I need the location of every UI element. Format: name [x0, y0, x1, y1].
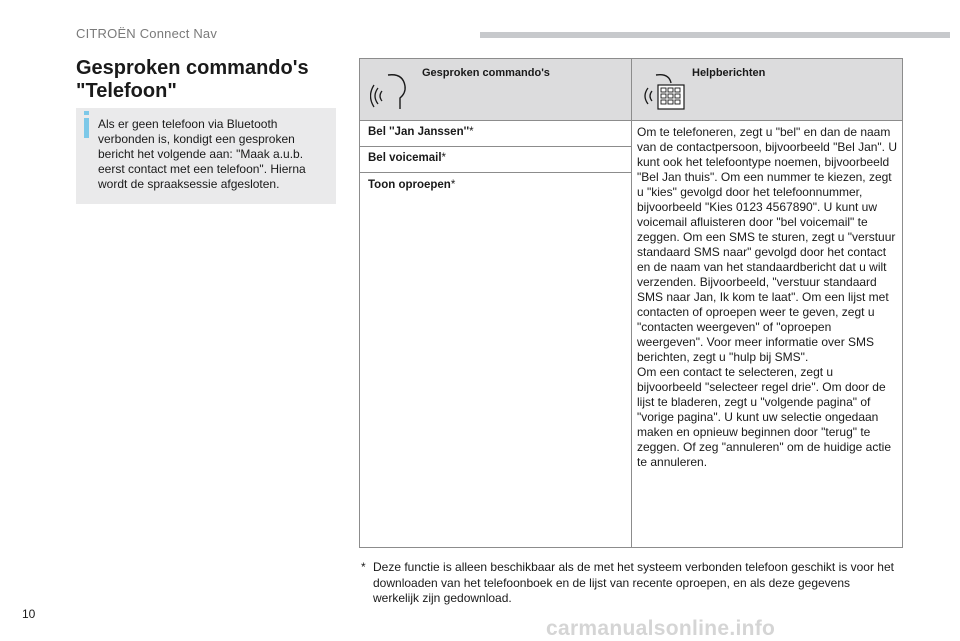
page-number: 10: [22, 607, 36, 621]
page-title: Gesproken commando's "Telefoon": [76, 57, 309, 102]
header-bar: [480, 32, 950, 38]
help-paragraph: Om een contact te selecteren, zegt u bijvoorbeeld "selecteer regel drie". Om door de lijst te bladeren, zegt u "volgende pagina" of "vorige pagina". U kunt uw selectie ongedaan maken en opnieuw beginnen door "terug" te zeggen. Of zeg "annuleren" om de huidige actie te annuleren.: [637, 365, 892, 469]
table-header-commands-label: Gesproken commando's: [422, 67, 550, 79]
header-brand: CITROËN Connect Nav: [76, 26, 218, 41]
command-star: *: [469, 126, 474, 138]
command-label: Toon oproepen: [368, 179, 451, 191]
command-star: *: [441, 152, 446, 164]
note-text: Als er geen telefoon via Bluetooth verbonden is, kondigt een gesproken bericht het volgende aan: "Maak a.u.b. eerst contact met een telefoon". Hierna wordt de spraaksessie afgesloten.: [98, 117, 306, 191]
watermark: carmanualsonline.info: [546, 617, 776, 640]
command-star: *: [450, 179, 456, 191]
footnote-star: *: [361, 560, 366, 574]
help-paragraph: Om te telefoneren, zegt u "bel" en dan de naam van de contactpersoon, bijvoorbeeld "Bel Jan". U kunt ook het telefoontype noemen, bijvoorbeeld "Bel Jan thuis". Om een nummer te kiezen, zegt u "kies" gevolgd door het telefoonnummer, bijvoorbeeld "Kies 0123 4567890". U kunt uw voicemail afluisteren door "bel voicemail" te zeggen. Om een SMS te sturen, zegt u "verstuur standaard SMS naar" gevolgd door het contact en de naam van het standaardbericht dat u wilt verzenden. Bijvoorbeeld, "verstuur standaard SMS naar Jan, Ik kom te laat". Om een lijst met contacten of oproepen weer te geven, zegt u "contacten weergeven" of "oproepen weergeven". Voor meer informatie over SMS berichten, zegt u "hulp bij SMS".: [637, 125, 898, 364]
command-row-call-voicemail: [360, 147, 631, 169]
table-header-help-label: Helpberichten: [692, 67, 766, 79]
command-row-show-calls: [360, 174, 631, 196]
row-divider: [360, 172, 631, 173]
table-header-help: [632, 59, 902, 121]
table-header-commands: [360, 59, 632, 121]
voice-command-icon: [370, 69, 410, 118]
voice-commands-table: [359, 58, 903, 548]
command-row-call-contact: [360, 121, 631, 143]
footnote: [359, 560, 899, 607]
command-label: Bel voicemail: [368, 152, 442, 164]
footnote-text: Deze functie is alleen beschikbaar als de met het systeem verbonden telefoon geschikt is voor het downloaden van het telefoonboek en de lijst van recente oproepen, en als deze gegevens werkelijk zijn gedownload.: [373, 560, 894, 605]
info-icon: [84, 118, 89, 138]
note-box: [76, 108, 336, 204]
help-messages: [637, 125, 899, 470]
voice-help-keypad-icon: [642, 69, 686, 118]
command-label: Bel ''Jan Janssen'': [368, 126, 470, 138]
column-divider: [631, 121, 632, 547]
